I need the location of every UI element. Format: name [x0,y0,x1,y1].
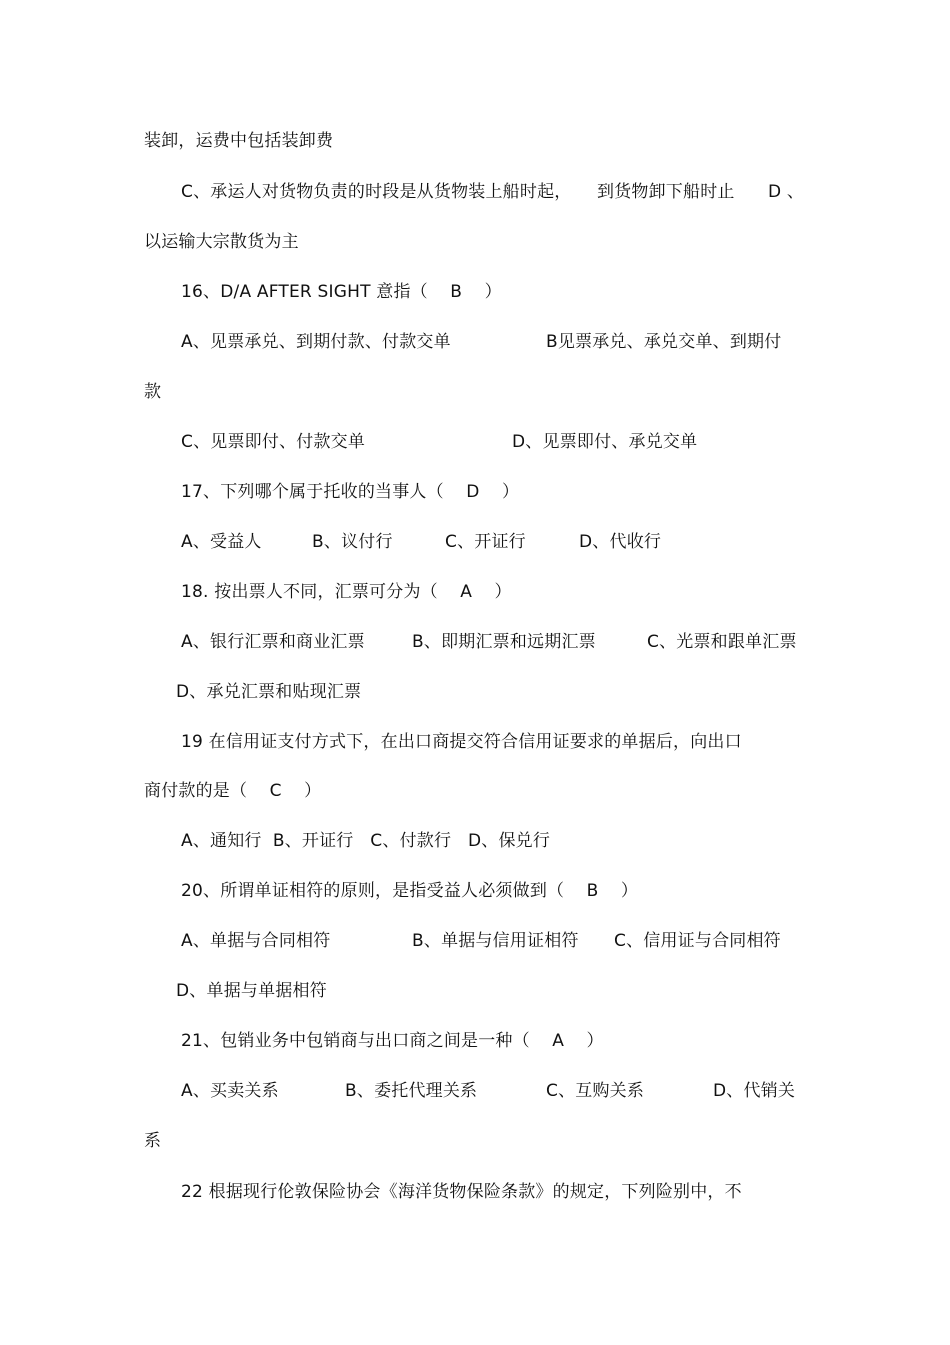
option-d: D、承兑汇票和贴现汇票 [176,682,362,702]
option-d: D、代销关 [713,1081,796,1101]
option-a: A、受益人 [181,532,262,552]
question-22: 22 根据现行伦敦保险协会《海洋货物保险条款》的规定，下列险别中，不 [181,1182,742,1202]
option-a: A、见票承兑、到期付款、付款交单 [181,332,451,352]
option-c: C、信用证与合同相符 [614,931,781,951]
question-18: 18. 按出票人不同，汇票可分为（ A ） [181,582,512,602]
text-line: 商付款的是（ C ） [144,781,322,801]
question-17: 17、下列哪个属于托收的当事人（ D ） [181,482,520,502]
option-a: A、银行汇票和商业汇票 [181,632,365,652]
option-a: A、买卖关系 [181,1081,279,1101]
option-c: C、见票即付、付款交单 [181,432,366,452]
option-d: 以运输大宗散货为主 [144,232,299,252]
option-d: D、单据与单据相符 [176,981,327,1001]
option-a: A、单据与合同相符 [181,931,331,951]
option-c: C、开证行 [445,532,526,552]
question-16: 16、D/A AFTER SIGHT 意指（ B ） [181,282,502,302]
option-c: C、承运人对货物负责的时段是从货物装上船时起， [181,182,572,202]
text-line: 系 [144,1131,162,1151]
options-line: A、通知行 B、开证行 C、付款行 D、保兑行 [181,831,551,851]
text-line: 款 [144,382,162,402]
option-d: D、代收行 [579,532,662,552]
option-b: B、委托代理关系 [345,1081,478,1101]
question-20: 20、所谓单证相符的原则，是指受益人必须做到（ B ） [181,881,639,901]
option-b: B、即期汇票和远期汇票 [412,632,596,652]
option-b: B见票承兑、承兑交单、到期付 [546,332,782,352]
question-19: 19 在信用证支付方式下，在出口商提交符合信用证要求的单据后，向出口 [181,732,742,752]
option-d: D、见票即付、承兑交单 [512,432,698,452]
option-d-label: D 、 [768,182,805,202]
option-b: B、议付行 [312,532,393,552]
option-b: B、单据与信用证相符 [412,931,579,951]
question-21: 21、包销业务中包销商与出口商之间是一种（ A ） [181,1031,604,1051]
text-line: 装卸，运费中包括装卸费 [144,131,334,151]
option-c: C、光票和跟单汇票 [647,632,797,652]
option-c: C、互购关系 [546,1081,645,1101]
text-line: 到货物卸下船时止 [597,182,735,202]
